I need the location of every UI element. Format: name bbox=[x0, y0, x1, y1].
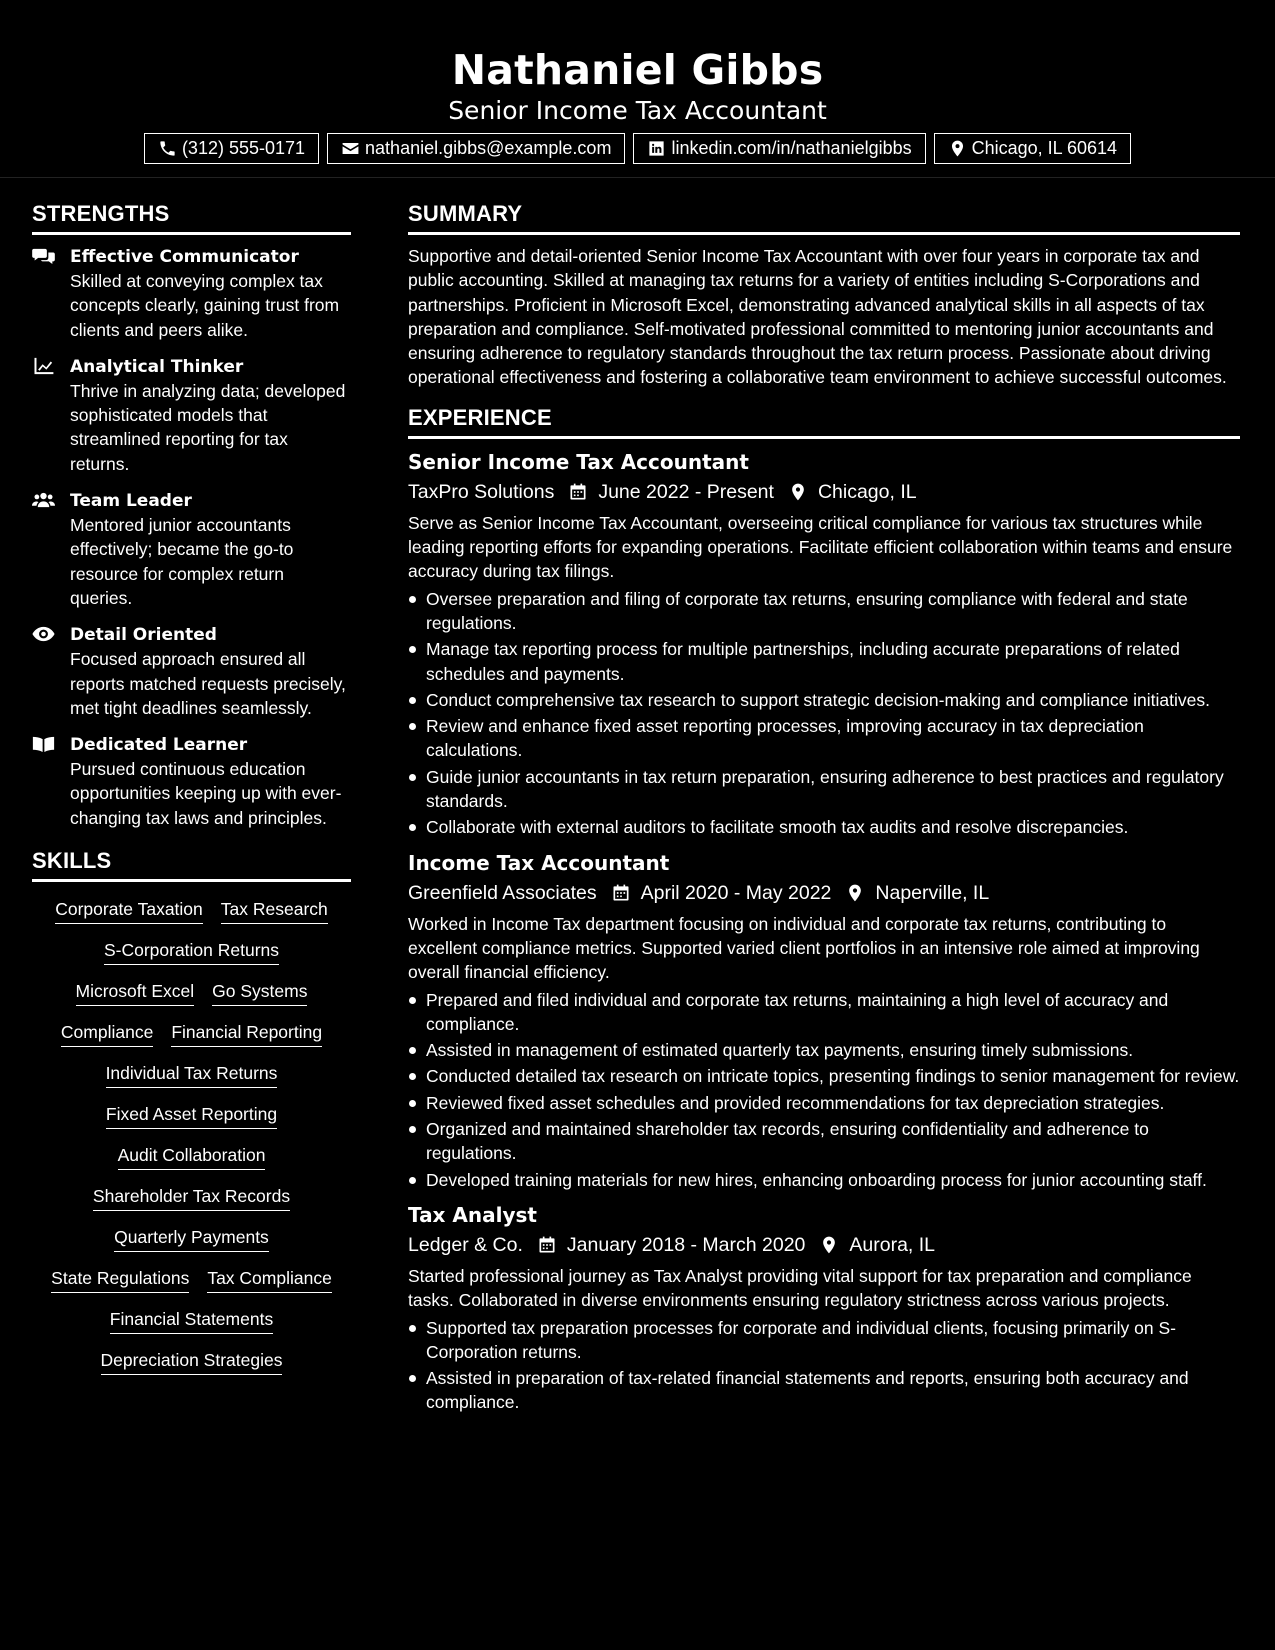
job-meta bbox=[408, 880, 1240, 906]
contact-phone[interactable] bbox=[144, 133, 319, 164]
job-bullets bbox=[408, 988, 1240, 1192]
strength-title: Detail Oriented bbox=[70, 625, 217, 646]
skill-tag: Corporate Taxation bbox=[55, 898, 203, 924]
skill-tag: Microsoft Excel bbox=[76, 980, 195, 1006]
calendar-icon bbox=[568, 482, 588, 502]
phone-icon bbox=[158, 139, 177, 158]
skill-tag: State Regulations bbox=[51, 1267, 189, 1293]
strengths-heading: STRENGTHS bbox=[32, 200, 351, 235]
strength-title: Team Leader bbox=[70, 491, 192, 512]
strength-desc: Focused approach ensured all reports matched requests precisely, met tight deadlines seamlessly. bbox=[70, 649, 346, 718]
envelope-icon bbox=[341, 139, 360, 158]
job-location: Chicago, IL bbox=[817, 480, 917, 503]
contact-location-text: Chicago, IL 60614 bbox=[971, 138, 1118, 158]
job-title: Tax Analyst bbox=[408, 1202, 537, 1227]
right-column bbox=[408, 200, 1240, 1417]
bullet-item: Reviewed fixed asset schedules and provided recommendations for tax depreciation strategies. bbox=[408, 1091, 1240, 1115]
strength-item bbox=[32, 355, 351, 476]
left-column bbox=[32, 200, 351, 1375]
job-description: Started professional journey as Tax Analyst providing vital support for tax preparation and compliance tasks. Collaborated in diverse environments ensuring regulatory strictness across various projects. bbox=[408, 1265, 1192, 1311]
bullet-item: Review and enhance fixed asset reporting processes, improving accuracy in tax depreciation calculations. bbox=[408, 714, 1240, 763]
strength-desc: Pursued continuous education opportunities keeping up with ever-changing tax laws and principles. bbox=[70, 759, 342, 828]
strengths-list bbox=[32, 245, 351, 830]
bullet-item: Guide junior accountants in tax return preparation, ensuring adherence to best practices and regulatory standards. bbox=[408, 765, 1240, 814]
linkedin-icon bbox=[647, 139, 666, 158]
job-title: Income Tax Accountant bbox=[408, 850, 670, 875]
strength-title: Dedicated Learner bbox=[70, 735, 248, 756]
map-pin-icon bbox=[845, 883, 865, 903]
skill-tag: S-Corporation Returns bbox=[104, 939, 279, 965]
users-icon bbox=[32, 491, 55, 509]
calendar-icon bbox=[537, 1235, 557, 1255]
strength-item bbox=[32, 623, 351, 720]
summary-heading: SUMMARY bbox=[408, 200, 1240, 235]
bullet-item: Assisted in management of estimated quarterly tax payments, ensuring timely submissions. bbox=[408, 1038, 1240, 1062]
job-description: Worked in Income Tax department focusing on individual and corporate tax returns, contributing to excellent compliance metrics. Supported varied client portfolios in an intensive role aimed at improving overall financial efficiency. bbox=[408, 913, 1200, 983]
job-meta bbox=[408, 1232, 1240, 1258]
bullet-item: Manage tax reporting process for multiple partnerships, including accurate preparations of related schedules and payments. bbox=[408, 637, 1240, 686]
bullet-item: Conduct comprehensive tax research to support strategic decision-making and compliance initiatives. bbox=[408, 688, 1240, 712]
bullet-item: Organized and maintained shareholder tax records, ensuring confidentiality and adherence to regulations. bbox=[408, 1117, 1240, 1166]
contact-location bbox=[934, 133, 1131, 164]
bullet-item: Prepared and filed individual and corporate tax returns, maintaining a high level of accuracy and compliance. bbox=[408, 988, 1240, 1037]
bullet-item: Collaborate with external auditors to facilitate smooth tax audits and resolve discrepancies. bbox=[408, 815, 1240, 839]
bullet-item: Developed training materials for new hires, enhancing onboarding process for junior accounting staff. bbox=[408, 1168, 1240, 1192]
job-dates: April 2020 - May 2022 bbox=[640, 881, 832, 904]
skill-tag: Financial Statements bbox=[110, 1308, 273, 1334]
calendar-icon bbox=[611, 883, 631, 903]
strength-title: Analytical Thinker bbox=[70, 356, 244, 377]
contact-bar bbox=[0, 133, 1275, 164]
skill-tag: Individual Tax Returns bbox=[106, 1062, 278, 1088]
skill-tag: Fixed Asset Reporting bbox=[106, 1103, 277, 1129]
bullet-item: Assisted in preparation of tax-related financial statements and reports, ensuring both accuracy and compliance. bbox=[408, 1366, 1240, 1415]
job-dates: June 2022 - Present bbox=[598, 480, 774, 503]
contact-linkedin-text: linkedin.com/in/nathanielgibbs bbox=[671, 138, 912, 158]
open-book-icon bbox=[32, 735, 55, 753]
bullet-item: Conducted detailed tax research on intricate topics, presenting findings to senior management for review. bbox=[408, 1064, 1240, 1088]
skill-tag: Shareholder Tax Records bbox=[93, 1185, 290, 1211]
job-entry bbox=[408, 850, 1240, 1192]
chat-bubbles-icon bbox=[32, 247, 55, 265]
resume-header bbox=[0, 0, 1275, 178]
map-pin-icon bbox=[819, 1235, 839, 1255]
skill-tag: Depreciation Strategies bbox=[101, 1349, 283, 1375]
skills-list bbox=[32, 898, 351, 1375]
strength-desc: Skilled at conveying complex tax concepts clearly, gaining trust from clients and peers alike. bbox=[70, 271, 340, 340]
candidate-title: Senior Income Tax Accountant bbox=[448, 96, 827, 125]
strength-desc: Thrive in analyzing data; developed sophisticated models that streamlined reporting for tax returns. bbox=[70, 380, 346, 474]
skill-tag: Financial Reporting bbox=[171, 1021, 322, 1047]
candidate-name: Nathaniel Gibbs bbox=[451, 46, 824, 94]
experience-heading: EXPERIENCE bbox=[408, 404, 1240, 439]
strength-item bbox=[32, 489, 351, 610]
bullet-item: Supported tax preparation processes for corporate and individual clients, focusing primarily on S-Corporation returns. bbox=[408, 1316, 1240, 1365]
job-title: Senior Income Tax Accountant bbox=[408, 449, 749, 474]
job-location: Aurora, IL bbox=[849, 1233, 936, 1256]
job-bullets bbox=[408, 587, 1240, 840]
skill-tag: Compliance bbox=[61, 1021, 153, 1047]
skill-tag: Audit Collaboration bbox=[118, 1144, 266, 1170]
contact-email-text: nathaniel.gibbs@example.com bbox=[365, 138, 612, 158]
strength-desc: Mentored junior accountants effectively; became the go-to resource for complex return queries. bbox=[70, 515, 294, 608]
job-bullets bbox=[408, 1316, 1240, 1415]
line-chart-icon bbox=[32, 357, 55, 375]
summary-text: Supportive and detail-oriented Senior Income Tax Accountant with over four years in corporate tax and public accounting. Skilled at managing tax returns for a variety of entities including S-Corporations and partnerships. Proficient in Microsoft Excel, demonstrating advanced analytical skills in all aspects of tax preparation and compliance. Self-motivated professional committed to mentoring junior accountants and ensuring adherence to regulatory standards throughout the tax return process. Passionate about driving operational effectiveness and fostering a collaborative team environment to achieve successful outcomes. bbox=[408, 246, 1227, 388]
eye-icon bbox=[32, 625, 55, 643]
job-dates: January 2018 - March 2020 bbox=[566, 1233, 806, 1256]
strength-item bbox=[32, 245, 351, 342]
job-entry bbox=[408, 449, 1240, 840]
contact-linkedin[interactable] bbox=[633, 133, 925, 164]
contact-phone-text: (312) 555-0171 bbox=[181, 138, 306, 158]
job-company: Ledger & Co. bbox=[408, 1233, 523, 1256]
job-meta bbox=[408, 479, 1240, 505]
skill-tag: Tax Research bbox=[221, 898, 328, 924]
skill-tag: Quarterly Payments bbox=[114, 1226, 269, 1252]
job-location: Naperville, IL bbox=[875, 881, 990, 904]
job-company: TaxPro Solutions bbox=[408, 480, 555, 503]
map-pin-icon bbox=[948, 139, 967, 158]
skill-tag: Go Systems bbox=[212, 980, 307, 1006]
map-pin-icon bbox=[788, 482, 808, 502]
bullet-item: Oversee preparation and filing of corporate tax returns, ensuring compliance with federal and state regulations. bbox=[408, 587, 1240, 636]
job-entry bbox=[408, 1202, 1240, 1415]
skills-heading: SKILLS bbox=[32, 847, 351, 882]
contact-email[interactable] bbox=[327, 133, 625, 164]
job-company: Greenfield Associates bbox=[408, 881, 597, 904]
skill-tag: Tax Compliance bbox=[207, 1267, 332, 1293]
strength-title: Effective Communicator bbox=[70, 247, 299, 267]
job-description: Serve as Senior Income Tax Accountant, overseeing critical compliance for various tax structures while leading reporting efforts for expanding operations. Facilitate efficient collaboration within teams and ensure accuracy during tax filings. bbox=[408, 512, 1233, 582]
strength-item bbox=[32, 733, 351, 830]
